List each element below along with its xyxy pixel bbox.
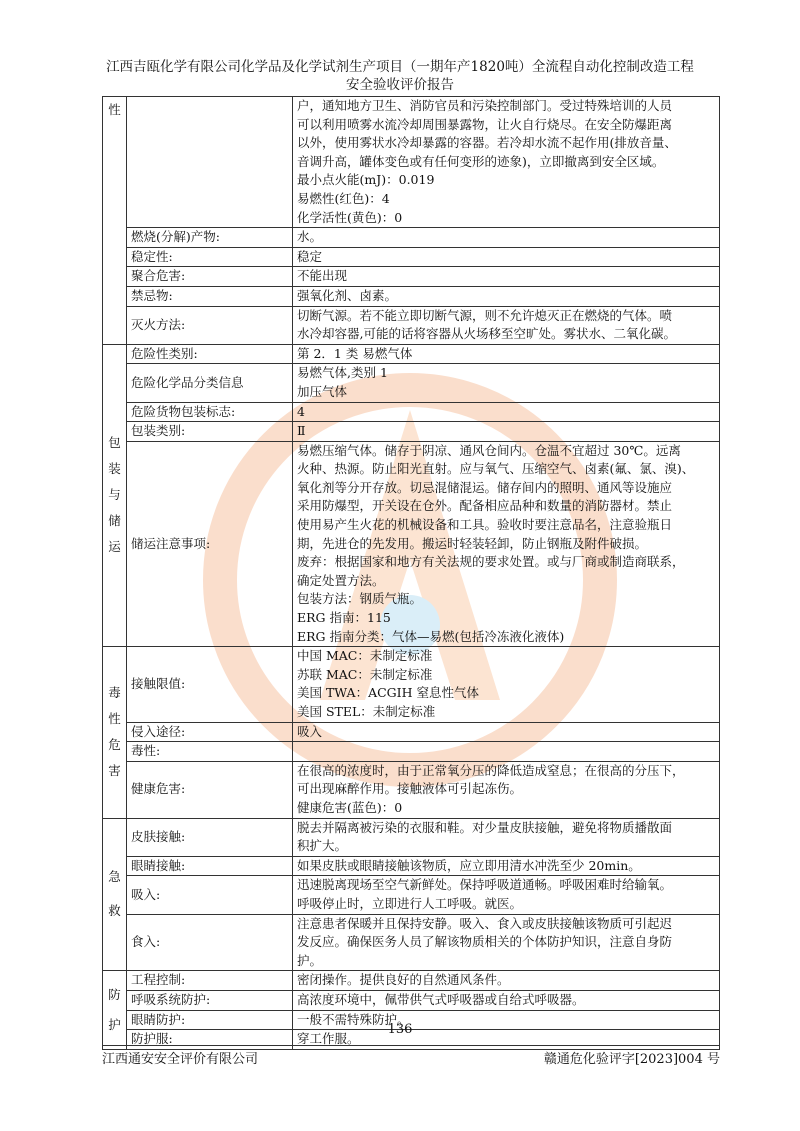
row-value: 脱去并隔离被污染的衣服和鞋。对少量皮肤接触，避免将物质播散面 积扩大。: [293, 818, 720, 856]
row-value-fire-continued: 户，通知地方卫生、消防官员和污染控制部门。受过特殊培训的人员 可以利用喷雾水流冷却周围暴露物，让火自行烧尽。在安全防爆距离 以外，使用雾状水冷却暴露的容器。若冷却水流不起作用(排放音量、 音调升高，罐体变色或有任何变形的迹象)，立即撤离到安全区域。 最小点火能(mJ)：0.019 易燃性(红色)：4 化学活性(黄色)：0: [293, 97, 720, 228]
row-value: 切断气源。若不能立即切断气源，则不允许熄灭正在燃烧的气体。喷 水冷却容器,可能的话将容器从火场移至空旷处。雾状水、二氧化碳。: [293, 306, 720, 344]
table-row: [103, 247, 720, 267]
table-row: [103, 286, 720, 306]
table-row: [103, 422, 720, 442]
row-label: 食入:: [127, 914, 293, 971]
row-label: 聚合危害:: [127, 267, 293, 287]
table-row: [103, 914, 720, 971]
row-label: 防护服:: [127, 1030, 293, 1050]
row-label: 危险货物包装标志:: [127, 402, 293, 422]
msds-table: [102, 96, 720, 1050]
row-label: 禁忌物:: [127, 286, 293, 306]
section-label-protection: 防 护: [103, 971, 127, 1049]
row-value: 高浓度环境中，佩带供气式呼吸器或自给式呼吸器。: [293, 990, 720, 1010]
row-value: 在很高的浓度时，由于正常氧分压的降低造成窒息；在很高的分压下， 可出现麻醉作用。接触液体可引起冻伤。 健康危害(蓝色)：0: [293, 761, 720, 818]
row-label: 工程控制:: [127, 971, 293, 991]
section-label-storage: 包 装 与 储 运: [103, 344, 127, 647]
row-label: 皮肤接触:: [127, 818, 293, 856]
row-value: 水。: [293, 228, 720, 248]
row-label: 侵入途径:: [127, 722, 293, 742]
table-row: [103, 856, 720, 876]
table-row: [103, 742, 720, 762]
header-subtitle: 安全验收评价报告: [346, 77, 454, 93]
row-value: 注意患者保暖并且保持安静。吸入、食入或皮肤接触该物质可引起迟 发反应。确保医务人员了解该物质相关的个体防护知识，注意自身防 护。: [293, 914, 720, 971]
table-row: [103, 364, 720, 402]
table-row: [103, 876, 720, 914]
row-value: 易燃压缩气体。储存于阴凉、通风仓间内。仓温不宜超过 30℃。远离 火种、热源。防止阳光直射。应与氧气、压缩空气、卤素(氟、氯、溴)、 氧化剂等分开存放。切忌混储混运。储存间内的照明、通风等设施应 采用防爆型，开关设在仓外。配备相应品种和数量的消防器材。禁止 使用易产生火花的机械设备和工具。验收时要注意品名，注意验瓶日 期，先进仓的先发用。搬运时轻装轻卸，防止钢瓶及附件破损。 废弃：根据国家和地方有关法规的要求处置。或与厂商或制造商联系， 确定处置方法。 包装方法：钢质气瓶。 ERG 指南：115 ERG 指南分类：气体—易燃(包括冷冻液化液体): [293, 441, 720, 647]
footer-company: 江西通安安全评价有限公司: [102, 1052, 259, 1067]
table-row: [103, 990, 720, 1010]
row-value: [293, 742, 720, 762]
document-header: [0, 58, 800, 94]
row-label: 储运注意事项:: [127, 441, 293, 647]
table-row: [103, 306, 720, 344]
footer-divider: [102, 1045, 720, 1046]
row-value: 迅速脱离现场至空气新鲜处。保持呼吸道通畅。呼吸困难时给输氧。 呼吸停止时，立即进行人工呼吸。就医。: [293, 876, 720, 914]
table-row: [103, 228, 720, 248]
table-row: [103, 722, 720, 742]
table-row: [103, 97, 720, 228]
table-row: [103, 818, 720, 856]
section-label-fire: 性: [103, 97, 127, 345]
table-row: [103, 402, 720, 422]
row-label: 接触限值:: [127, 647, 293, 722]
section-label-toxicity: 毒 性 危 害: [103, 647, 127, 818]
row-label: 眼睛防护:: [127, 1010, 293, 1030]
row-label: 眼睛接触:: [127, 856, 293, 876]
table-row: [103, 647, 720, 722]
row-value: 一般不需特殊防护。: [293, 1010, 720, 1030]
row-value: 易燃气体,类别 1 加压气体: [293, 364, 720, 402]
row-label: 健康危害:: [127, 761, 293, 818]
row-label: 包装类别:: [127, 422, 293, 442]
row-label: [127, 97, 293, 228]
row-value: 如果皮肤或眼睛接触该物质，应立即用清水冲洗至少 20min。: [293, 856, 720, 876]
row-label: 呼吸系统防护:: [127, 990, 293, 1010]
page-number: 136: [387, 1022, 413, 1037]
row-value: 强氧化剂、卤素。: [293, 286, 720, 306]
row-value: 中国 MAC：未制定标准 苏联 MAC：未制定标准 美国 TWA：ACGIH 窒息性气体 美国 STEL：未制定标准: [293, 647, 720, 722]
row-value: 吸入: [293, 722, 720, 742]
table-row: [103, 971, 720, 991]
row-label: 灭火方法:: [127, 306, 293, 344]
row-label: 吸入:: [127, 876, 293, 914]
section-label-first-aid: 急 救: [103, 818, 127, 971]
header-title: 江西吉瓯化学有限公司化学品及化学试剂生产项目（一期年产1820吨）全流程自动化控制改造工程: [106, 59, 694, 75]
row-value: 不能出现: [293, 267, 720, 287]
row-value: 第 2．1 类 易燃气体: [293, 344, 720, 364]
row-value: 穿工作服。: [293, 1030, 720, 1050]
row-label: 危险性类别:: [127, 344, 293, 364]
row-label: 燃烧(分解)产物:: [127, 228, 293, 248]
row-label: 危险化学品分类信息: [127, 364, 293, 402]
row-value: 4: [293, 402, 720, 422]
footer-doc-number: 赣通危化验评字[2023]004 号: [543, 1052, 720, 1067]
table-row: [103, 441, 720, 647]
row-value: 密闭操作。提供良好的自然通风条件。: [293, 971, 720, 991]
row-label: 稳定性:: [127, 247, 293, 267]
table-row: [103, 344, 720, 364]
table-row: [103, 267, 720, 287]
row-value: 稳定: [293, 247, 720, 267]
row-label: 毒性:: [127, 742, 293, 762]
table-row: [103, 761, 720, 818]
row-value: Ⅱ: [293, 422, 720, 442]
